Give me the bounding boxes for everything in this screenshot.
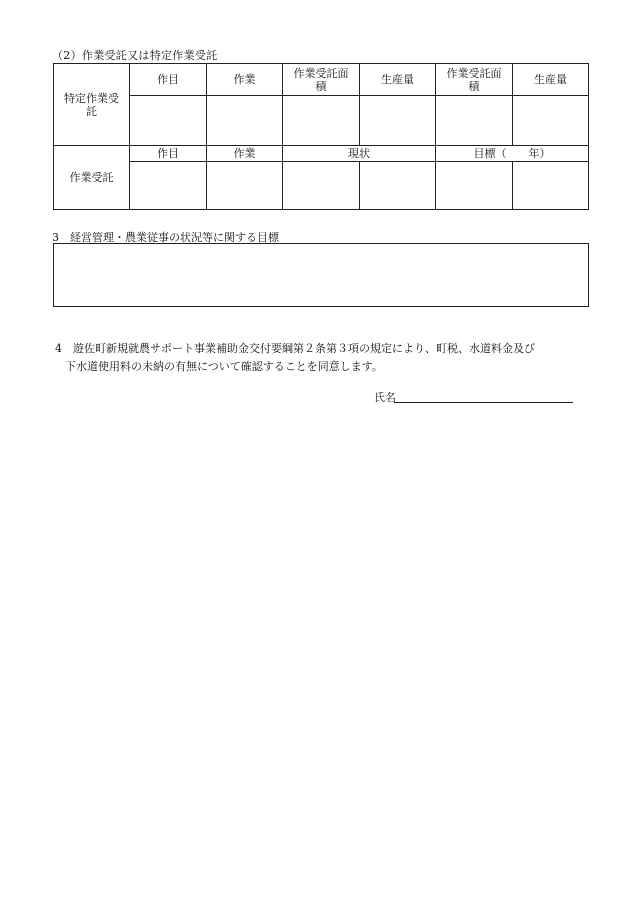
cell-input[interactable] xyxy=(360,162,436,210)
management-goal-box[interactable] xyxy=(53,243,589,307)
cell-input[interactable] xyxy=(436,96,513,146)
cell-input[interactable] xyxy=(513,96,589,146)
header-target: 目標（ 年） xyxy=(436,146,589,162)
consent-line-2: 下水道使用料の未納の有無について確認することを同意します。 xyxy=(65,360,383,373)
row-label-work: 作業受託 xyxy=(54,146,130,210)
header-contract-area: 作業受託面積 xyxy=(283,64,360,96)
cell-input[interactable] xyxy=(283,96,360,146)
header-crop: 作目 xyxy=(130,146,207,162)
signature-line[interactable] xyxy=(394,402,573,403)
work-contract-table xyxy=(53,63,589,210)
consent-text xyxy=(55,340,595,376)
header-crop: 作目 xyxy=(130,64,207,96)
cell-input[interactable] xyxy=(360,96,436,146)
row-label-specific: 特定作業受託 xyxy=(54,64,130,146)
cell-input[interactable] xyxy=(436,162,513,210)
cell-input[interactable] xyxy=(130,96,207,146)
cell-input[interactable] xyxy=(130,162,207,210)
cell-input[interactable] xyxy=(207,96,283,146)
section2-title: （2）作業受託又は特定作業受託 xyxy=(52,49,218,62)
cell-input[interactable] xyxy=(283,162,360,210)
header-production-2: 生産量 xyxy=(513,64,589,96)
consent-line-1: 4 遊佐町新規就農サポート事業補助金交付要綱第２条第３項の規定により、町税、水道料金及び xyxy=(55,342,535,355)
header-production: 生産量 xyxy=(360,64,436,96)
header-task: 作業 xyxy=(207,64,283,96)
cell-input[interactable] xyxy=(513,162,589,210)
section3-title: 3 経営管理・農業従事の状況等に関する目標 xyxy=(52,231,279,244)
header-contract-area-2: 作業受託面積 xyxy=(436,64,513,96)
header-task: 作業 xyxy=(207,146,283,162)
signature-label: 氏名 xyxy=(374,391,396,404)
header-current: 現状 xyxy=(283,146,436,162)
cell-input[interactable] xyxy=(207,162,283,210)
